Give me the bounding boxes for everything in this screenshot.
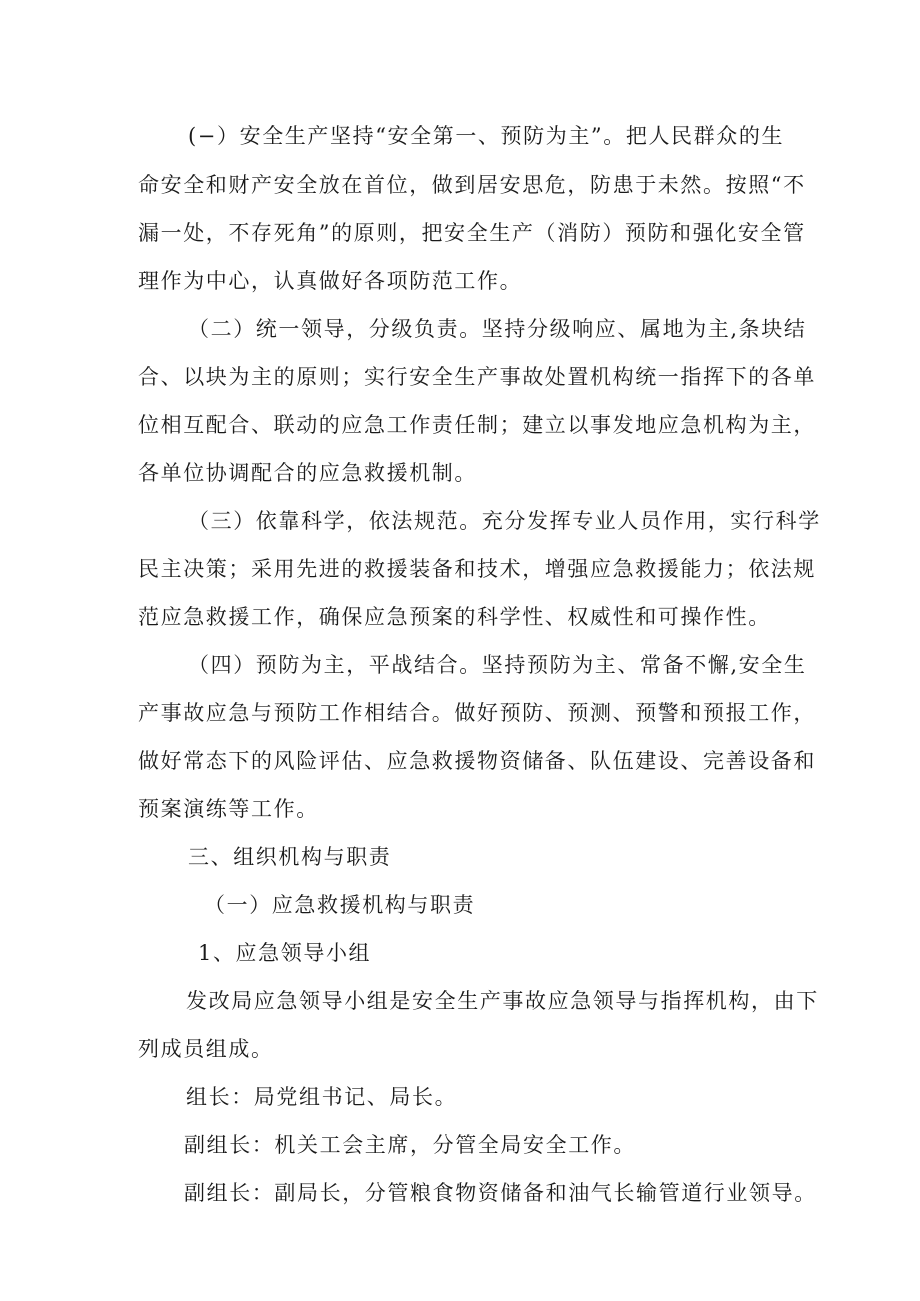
- intro-line-1: 发改局应急领导小组是安全生产事故应急领导与指挥机构，由下: [186, 989, 819, 1013]
- section-heading: 三、组织机构与职责: [188, 845, 392, 869]
- principle-1-line-3: 漏一处，不存死角”的原则，把安全生产（消防）预防和强化安全管: [138, 221, 806, 245]
- member-leader: 组长：局党组书记、局长。: [186, 1085, 458, 1109]
- principle-4-line-3: 做好常态下的风险评估、应急救援物资储备、队伍建设、完善设备和: [138, 749, 816, 773]
- intro-line-2: 列成员组成。: [138, 1037, 274, 1061]
- principle-4-line-1: （四）预防为主，平战结合。坚持预防为主、常备不懈,安全生: [188, 653, 807, 677]
- principle-3-line-3: 范应急救援工作，确保应急预案的科学性、权威性和可操作性。: [138, 605, 771, 629]
- principle-2-line-2: 合、以块为主的原则；实行安全生产事故处置机构统一指挥下的各单: [138, 365, 816, 389]
- principle-1-line-2: 命安全和财产安全放在首位，做到居安思危，防患于未然。按照“不: [138, 173, 806, 197]
- principle-2-line-3: 位相互配合、联动的应急工作责任制；建立以事发地应急机构为主，: [138, 413, 816, 437]
- principle-3-line-1: （三）依靠科学，依法规范。充分发挥专业人员作用，实行科学: [188, 509, 821, 533]
- principle-1-line-4: 理作为中心，认真做好各项防范工作。: [138, 269, 523, 293]
- member-deputy-1: 副组长：机关工会主席，分管全局安全工作。: [184, 1133, 636, 1157]
- principle-1-line-1: (−）安全生产坚持“安全第一、预防为主”。把人民群众的生: [188, 124, 785, 148]
- principle-2-line-4: 各单位协调配合的应急救援机制。: [138, 461, 477, 485]
- item-heading: 1、应急领导小组: [198, 941, 372, 965]
- principle-2-line-1: （二）统一领导，分级负责。坚持分级响应、属地为主,条块结: [188, 317, 807, 341]
- member-deputy-2: 副组长：副局长，分管粮食物资储备和油气长输管道行业领导。: [184, 1181, 817, 1205]
- principle-3-line-2: 民主决策；采用先进的救援装备和技术，增强应急救援能力；依法规: [138, 557, 816, 581]
- principle-4-line-4: 预案演练等工作。: [138, 797, 319, 821]
- subsection-heading: （一）应急救援机构与职责: [204, 893, 476, 917]
- principle-4-line-2: 产事故应急与预防工作相结合。做好预防、预测、预警和预报工作，: [138, 701, 816, 725]
